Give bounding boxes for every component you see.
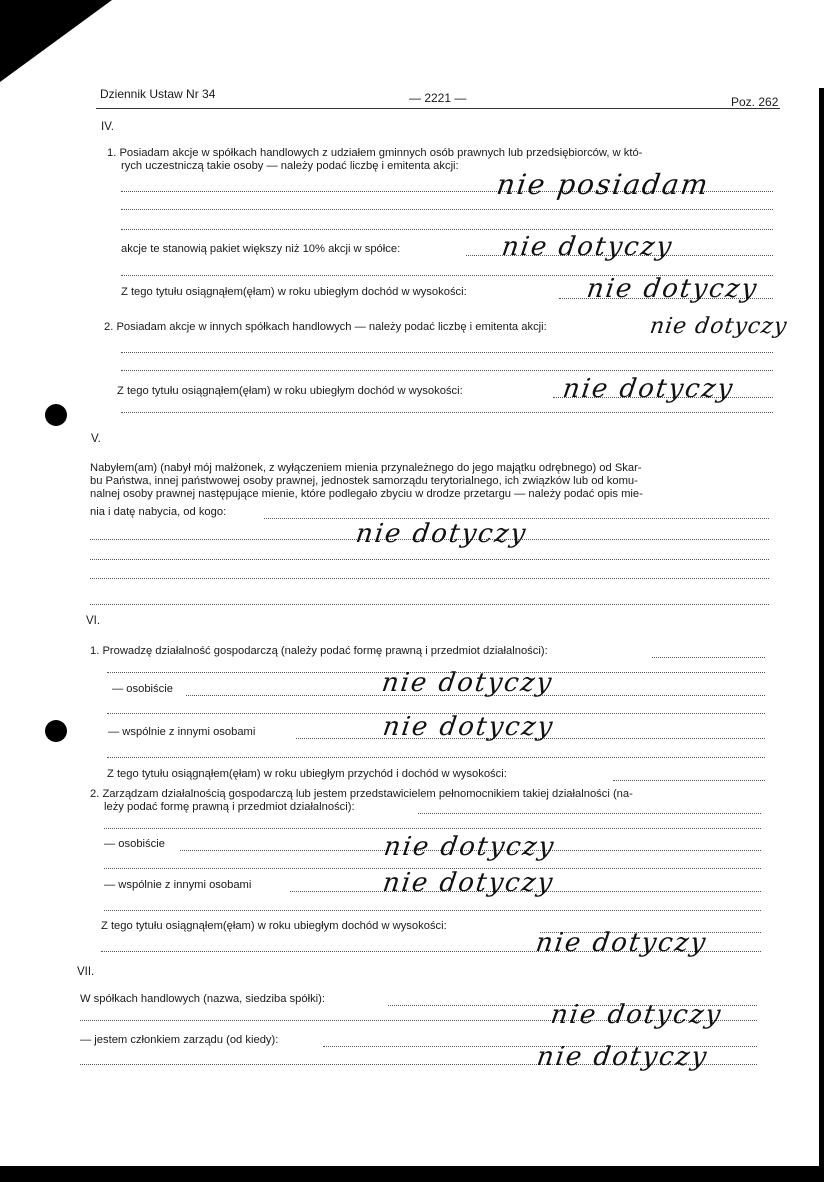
vii-board-handwritten-answer: nie dotyczy <box>534 1042 711 1072</box>
iv-q1-pct-handwritten-answer: nie dotyczy <box>499 232 676 262</box>
answer-line <box>121 352 773 353</box>
answer-line <box>90 578 769 579</box>
vi-q2-line2: leży podać formę prawną i przedmiot działalności): <box>104 801 355 813</box>
answer-line <box>121 370 773 371</box>
section-vi-heading: VI. <box>86 615 101 627</box>
iv-q1-handwritten-answer: nie posiadam <box>494 168 712 201</box>
vi-q2-income-label: Z tego tytułu osiągnąłem(ęłam) w roku ubiegłym dochód w wysokości: <box>101 920 447 932</box>
section-vii-heading: VII. <box>77 966 95 978</box>
vi-q1-label: 1. Prowadzę działalność gospodarczą (należy podać formę prawną i przedmiot działalności): <box>90 645 548 657</box>
iv-q2-income-handwritten-answer: nie dotyczy <box>560 374 737 404</box>
iv-q1-line1: 1. Posiadam akcje w spółkach handlowych z udziałem gminnych osób prawnych lub przedsiębiorców, w któ- <box>107 147 643 159</box>
header-rule <box>96 108 780 109</box>
v-line2: bu Państwa, innej państwowej osoby prawnej, jednostek samorządu terytorialnego, ich związków lub od komu- <box>90 475 638 487</box>
vi-q1-jointly-label: — wspólnie z innymi osobami <box>108 726 256 738</box>
iv-q1-income-handwritten-answer: nie dotyczy <box>584 274 761 304</box>
vii-companies-handwritten-answer: nie dotyczy <box>548 1000 725 1030</box>
header-position: Poz. 262 <box>731 95 779 109</box>
punch-hole-upper <box>45 404 67 426</box>
v-line1: Nabyłem(am) (nabył mój małżonek, z wyłączeniem mienia przynależnego do jego majątku odrębnego) od Skar- <box>90 462 642 474</box>
answer-line <box>418 813 761 814</box>
answer-line <box>613 780 765 781</box>
iv-q2-income-label: Z tego tytułu osiągnąłem(ęłam) w roku ubiegłym dochód w wysokości: <box>117 385 463 397</box>
vi-q2-income-handwritten-answer: nie dotyczy <box>533 928 710 958</box>
scan-edge-bottom <box>0 1166 824 1182</box>
answer-line <box>652 657 765 658</box>
answer-line <box>121 209 773 210</box>
iv-q1-income-label: Z tego tytułu osiągnąłem(ęłam) w roku ubiegłym dochód w wysokości: <box>121 286 467 298</box>
v-line4: nia i datę nabycia, od kogo: <box>90 506 227 518</box>
header-page-number: — 2221 — <box>409 91 467 105</box>
iv-q2-handwritten-answer: nie dotyczy <box>648 314 789 339</box>
vii-companies-label: W spółkach handlowych (nazwa, siedziba spółki): <box>80 993 325 1005</box>
vi-q2-jointly-label: — wspólnie z innymi osobami <box>104 879 252 891</box>
v-line3: nalnej osoby prawnej następujące mienie, które podlegało zbyciu w drodze przetargu — należy podać opis mie- <box>90 488 643 500</box>
answer-line <box>121 229 773 230</box>
answer-line <box>107 757 765 758</box>
section-v-heading: V. <box>91 433 101 445</box>
vi-q1-personal-label: — osobiście <box>112 683 173 695</box>
vi-q1-income-label: Z tego tytułu osiągnąłem(ęłam) w roku ubiegłym przychód i dochód w wysokości: <box>107 768 507 780</box>
iv-q2-label: 2. Posiadam akcje w innych spółkach handlowych — należy podać liczbę i emitenta akcji: <box>104 321 547 333</box>
iv-q1-line2: rych uczestniczą takie osoby — należy podać liczbę i emitenta akcji: <box>121 160 459 172</box>
vi-q2-personal-handwritten-answer: nie dotyczy <box>381 832 558 862</box>
vi-q1-personal-handwritten-answer: nie dotyczy <box>379 668 556 698</box>
header-journal: Dziennik Ustaw Nr 34 <box>100 87 216 101</box>
scan-edge <box>819 88 824 1182</box>
answer-line <box>121 412 773 413</box>
vi-q2-jointly-handwritten-answer: nie dotyczy <box>380 868 557 898</box>
vi-q2-personal-label: — osobiście <box>104 838 165 850</box>
section-iv-heading: IV. <box>101 121 115 133</box>
iv-q1-pct-label: akcje te stanowią pakiet większy niż 10% akcji w spółce: <box>121 243 401 255</box>
answer-line <box>90 604 769 605</box>
v-handwritten-answer: nie dotyczy <box>353 519 530 549</box>
cut-corner <box>0 0 130 100</box>
vii-board-label: — jestem członkiem zarządu (od kiedy): <box>80 1034 279 1046</box>
punch-hole-lower <box>45 720 67 742</box>
vi-q1-jointly-handwritten-answer: nie dotyczy <box>380 712 557 742</box>
vi-q2-line1: 2. Zarządzam działalnością gospodarczą lub jestem przedstawicielem pełnomocnikiem takiej działalności (na- <box>90 788 633 800</box>
answer-line <box>90 559 769 560</box>
answer-line <box>104 910 761 911</box>
answer-line <box>104 828 761 829</box>
